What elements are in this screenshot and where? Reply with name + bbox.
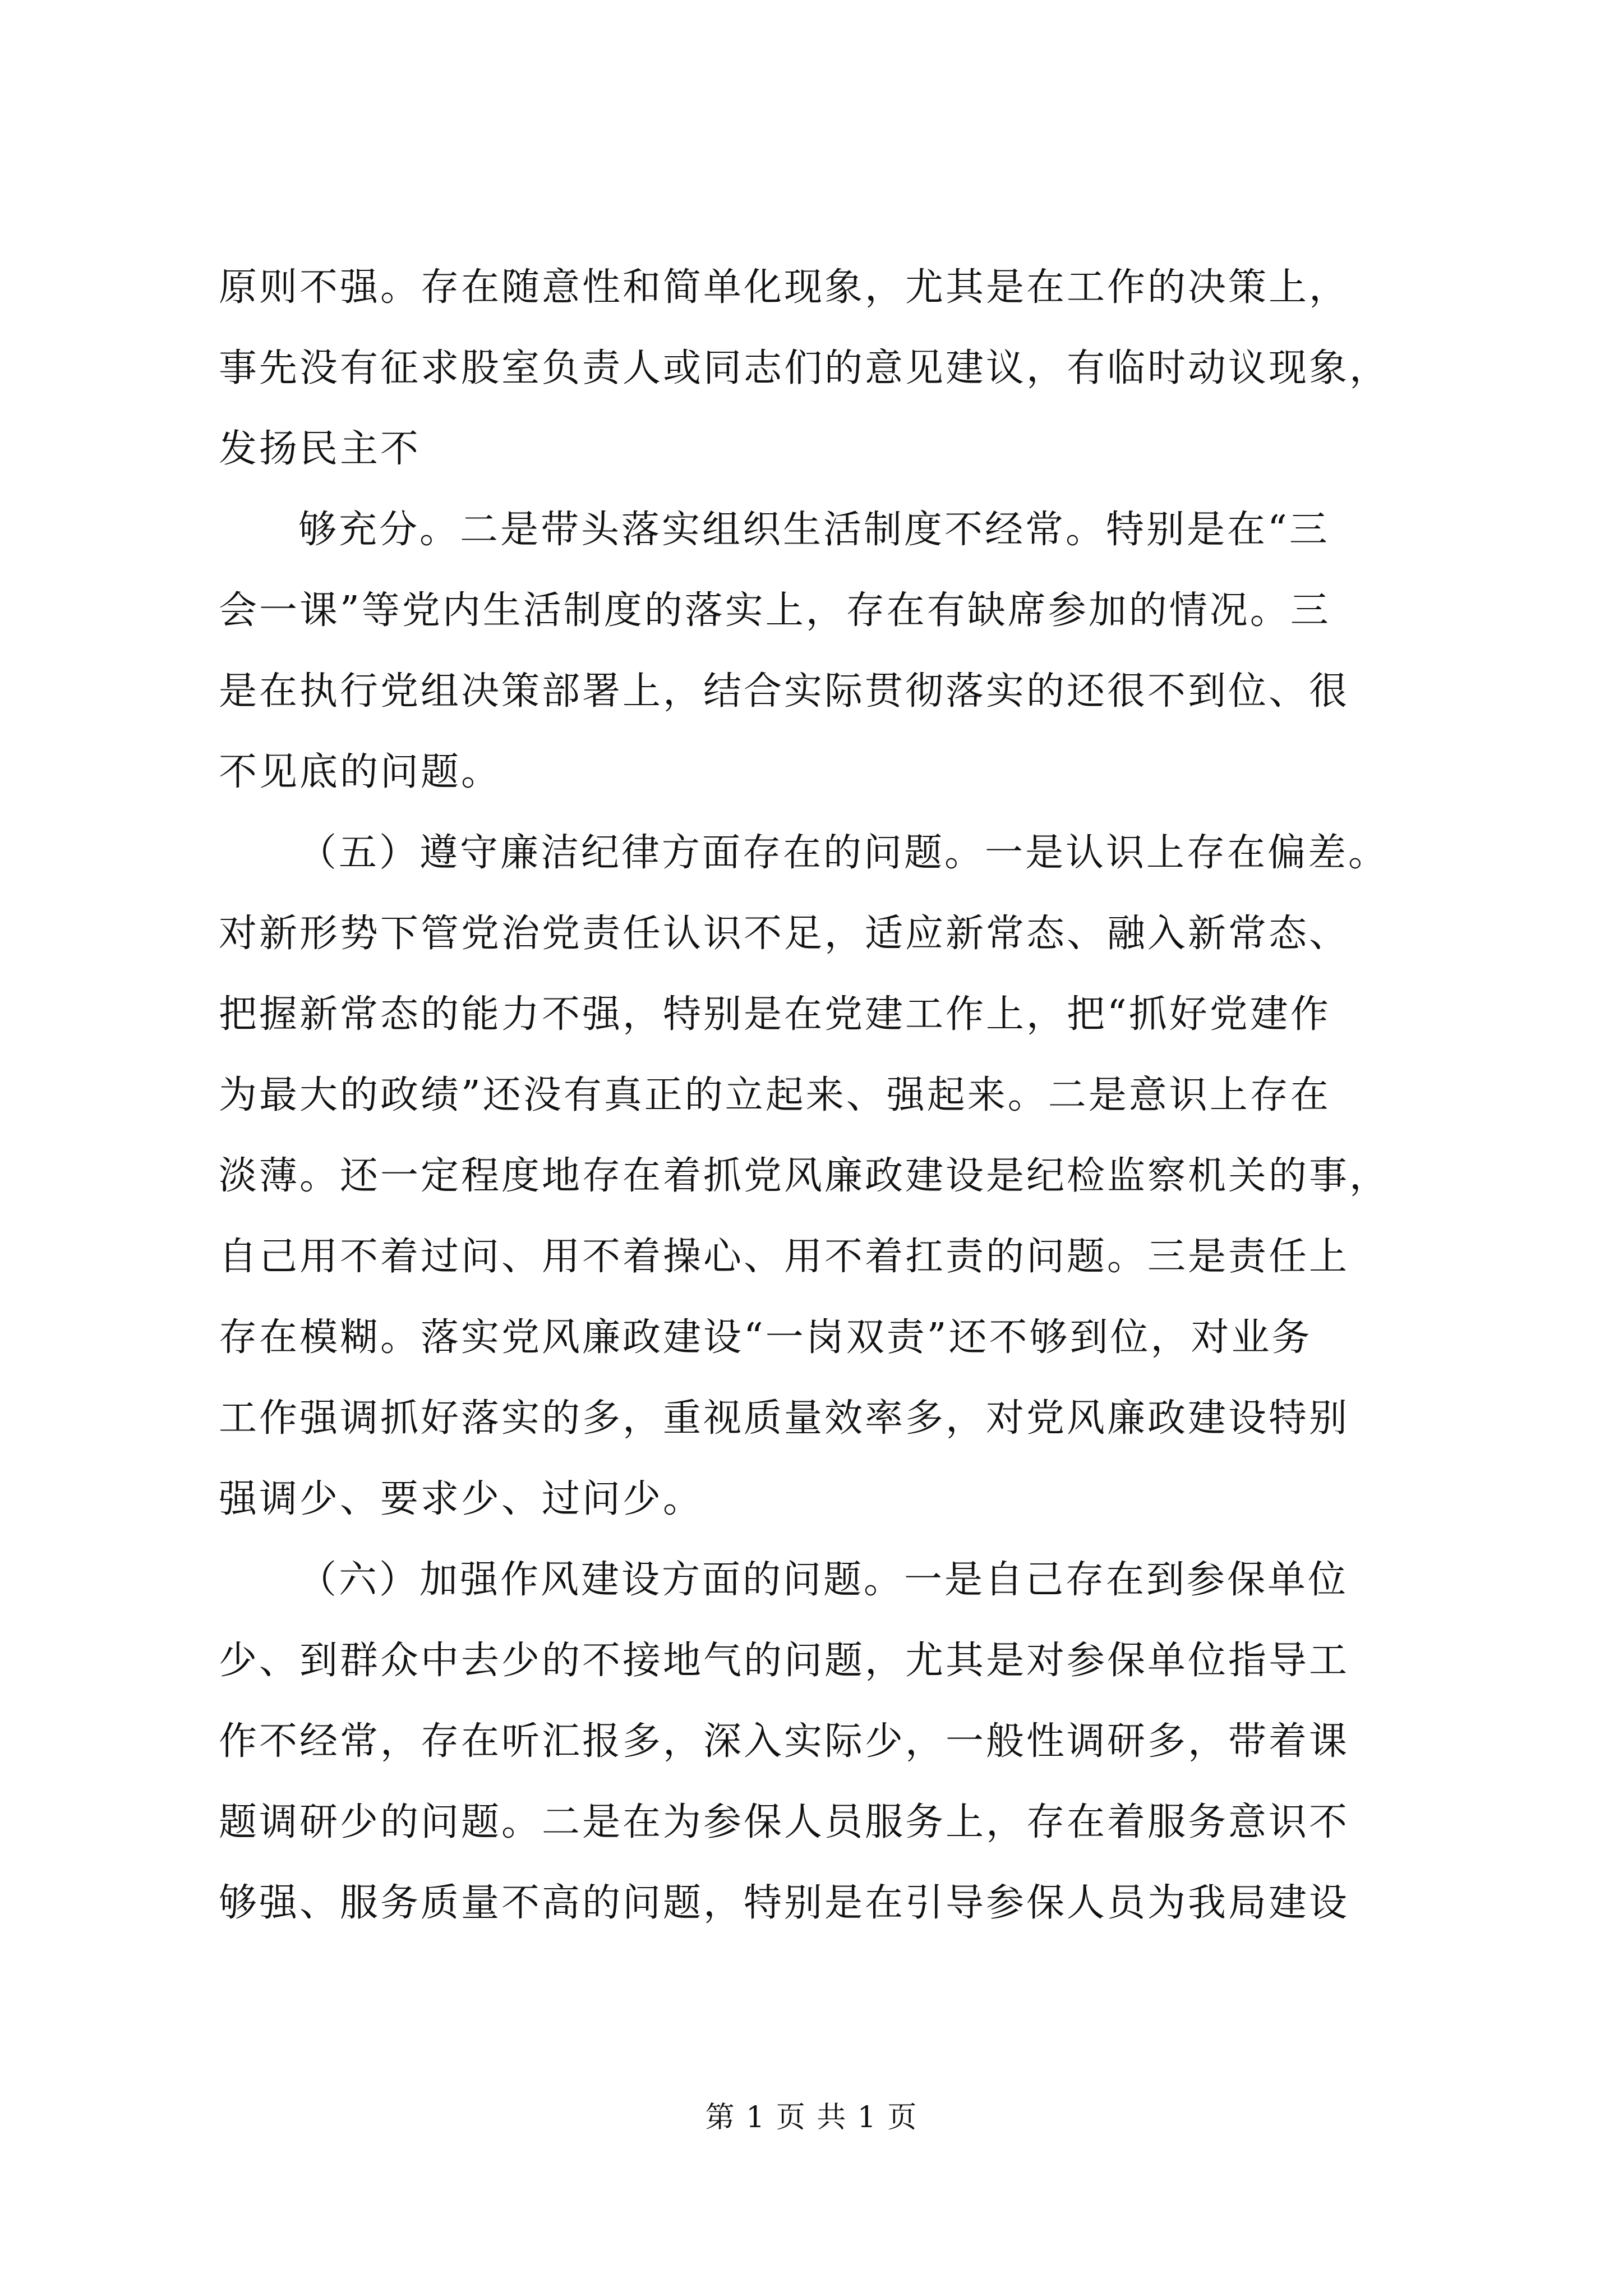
- text-line-13: 自己用不着过问、用不着操心、用不着扛责的问题。三是责任上: [219, 1235, 1350, 1279]
- text-line-18: 少、到群众中去少的不接地气的问题，尤其是对参保单位指导工: [219, 1639, 1350, 1683]
- text-line-1: 原则不强。存在随意性和简单化现象，尤其是在工作的决策上，: [219, 265, 1350, 310]
- text-line-12: 淡薄。还一定程度地存在着抓党风廉政建设是纪检监察机关的事，: [219, 1154, 1390, 1198]
- text-line-9: 对新形势下管党治党责任认识不足，适应新常态、融入新常态、: [219, 912, 1350, 956]
- text-line-2: 事先没有征求股室负责人或同志们的意见建议，有临时动议现象，: [219, 346, 1390, 390]
- text-line-5: 会一课”等党内生活制度的落实上，存在有缺席参加的情况。三: [219, 588, 1331, 633]
- text-line-19: 作不经常，存在听汇报多，深入实际少，一般性调研多，带着课: [219, 1719, 1350, 1764]
- text-line-6: 是在执行党组决策部署上，结合实际贯彻落实的还很不到位、很: [219, 669, 1350, 714]
- text-line-17: （六）加强作风建设方面的问题。一是自己存在到参保单位: [298, 1558, 1349, 1602]
- text-line-16: 强调少、要求少、过问少。: [219, 1477, 704, 1521]
- text-line-4: 够充分。二是带头落实组织生活制度不经常。特别是在“三: [298, 508, 1330, 552]
- text-line-7: 不见底的问题。: [219, 750, 502, 794]
- text-line-3: 发扬民主不: [219, 427, 421, 471]
- text-line-14: 存在模糊。落实党风廉政建设“一岗双责”还不够到位，对业务: [219, 1315, 1312, 1360]
- text-line-8: （五）遵守廉洁纪律方面存在的问题。一是认识上存在偏差。: [298, 831, 1389, 875]
- text-line-20: 题调研少的问题。二是在为参保人员服务上，存在着服务意识不: [219, 1800, 1350, 1844]
- text-line-15: 工作强调抓好落实的多，重视质量效率多，对党风廉政建设特别: [219, 1396, 1350, 1441]
- text-line-21: 够强、服务质量不高的问题，特别是在引导参保人员为我局建设: [219, 1881, 1350, 1925]
- text-line-10: 把握新常态的能力不强，特别是在党建工作上，把“抓好党建作: [219, 992, 1331, 1037]
- page-footer: 第 1 页 共 1 页: [705, 2101, 918, 2134]
- text-line-11: 为最大的政绩”还没有真正的立起来、强起来。二是意识上存在: [219, 1073, 1331, 1117]
